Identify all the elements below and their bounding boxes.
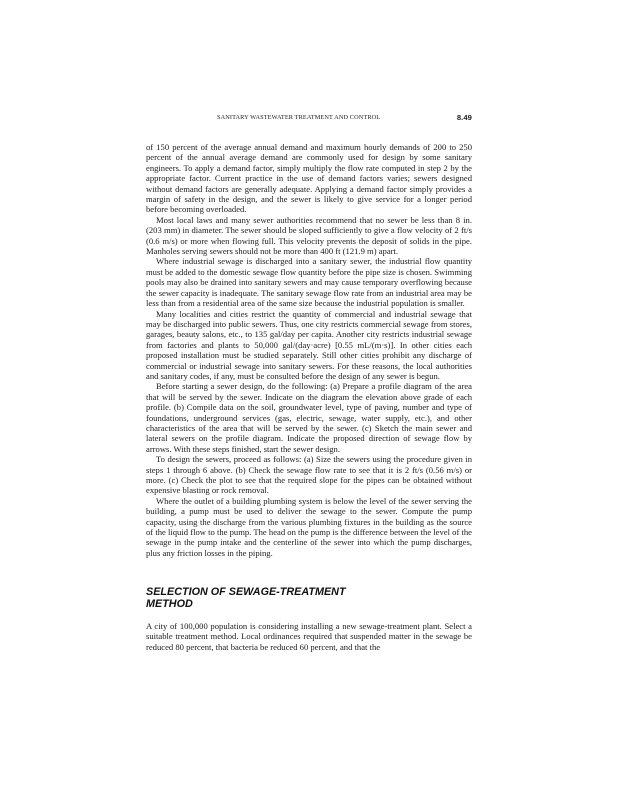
paragraph: Before starting a sewer design, do the following: (a) Prepare a profile diagram of the area that will be served by the sewer. Indicate on the diagram the elevation above grade of each profile. (b) Compile data on the soil, groundwater level, type of paving, number and type of foundations, underground services (gas, electric, sewage, water supply, etc.), and other characteristics of the area that will be served by the sewer. (c) Sketch the main sewer and lateral sewers on the profile diagram. Indicate the proposed direction of sewage flow by arrows. With these steps finished, start the sewer design.: [146, 381, 472, 454]
section-heading-line: METHOD: [146, 598, 193, 610]
paragraph: Where industrial sewage is discharged into a sanitary sewer, the industrial flow quantity must be added to the domestic sewage flow quantity before the pipe size is chosen. Swimming pools may also be drained into sanitary sewers and may cause temporary overflowing because the sewer capacity is inadequate. The sanitary sewage flow rate from an industrial area may be less than from a residential area of the same size because the industrial population is smaller.: [146, 256, 472, 309]
paragraph: A city of 100,000 population is considering installing a new sewage-treatment plant. Select a suitable treatment method. Local ordinances required that suspended matter in the sewage be reduced 80 percent, that bacteria be reduced 60 percent, and that the: [146, 621, 472, 652]
section-heading: [146, 586, 472, 610]
problem-statement: [146, 621, 472, 652]
paragraph: Many localities and cities restrict the quantity of commercial and industrial sewage that may be discharged into public sewers. Thus, one city restricts commercial sewage from stores, garages, beauty salons, etc., to 135 gal/day per capita. Another city restricts industrial sewage from factories and plants to 50,000 gal/(day·acre) [0.55 mL/(m·s)]. In other cities each proposed installation must be studied separately. Still other cities prohibit any discharge of commercial or industrial sewage into sanitary sewers. For these reasons, the local authorities and sanitary codes, if any, must be consulted before the design of any sewer is begun.: [146, 308, 472, 381]
paragraph: of 150 percent of the average annual demand and maximum hourly demands of 200 to 250 percent of the annual average demand are commonly used for design by some sanitary engineers. To apply a demand factor, simply multiply the flow rate computed in step 2 by the appropriate factor. Current practice in the use of demand factors varies; sewers designed without demand factors are generally adequate. Applying a demand factor simply provides a margin of safety in the design, and the sewer is likely to give service for a longer period before becoming overloaded.: [146, 142, 472, 215]
body-text: [146, 142, 472, 558]
paragraph: Most local laws and many sewer authorities recommend that no sewer be less than 8 in. (203 mm) in diameter. The sewer should be sloped sufficiently to give a flow velocity of 2 ft/s (0.6 m/s) or more when flowing full. This velocity prevents the deposit of solids in the pipe. Manholes serving sewers should not be more than 400 ft (121.9 m) apart.: [146, 214, 472, 257]
running-head: [146, 114, 472, 124]
paragraph: To design the sewers, proceed as follows: (a) Size the sewers using the procedure given in steps 1 through 6 above. (b) Check the sewage flow rate to see that it is 2 ft/s (0.56 m/s) or more. (c) Check the plot to see that the required slope for the pipes can be obtained without expensive blasting or rock removal.: [146, 454, 472, 496]
page-number: 8.49: [456, 113, 472, 122]
paragraph: Where the outlet of a building plumbing system is below the level of the sewer serving the building, a pump must be used to deliver the sewage to the sewer. Compute the pump capacity, using the discharge from the various plumbing fixtures in the building as the source of the liquid flow to the pump. The head on the pump is the difference between the level of the sewage in the pump intake and the centerline of the sewer into which the pump discharges, plus any friction losses in the piping.: [146, 495, 472, 558]
running-title: SANITARY WASTEWATER TREATMENT AND CONTROL: [217, 114, 381, 121]
section-heading-line: SELECTION OF SEWAGE-TREATMENT: [146, 586, 346, 598]
